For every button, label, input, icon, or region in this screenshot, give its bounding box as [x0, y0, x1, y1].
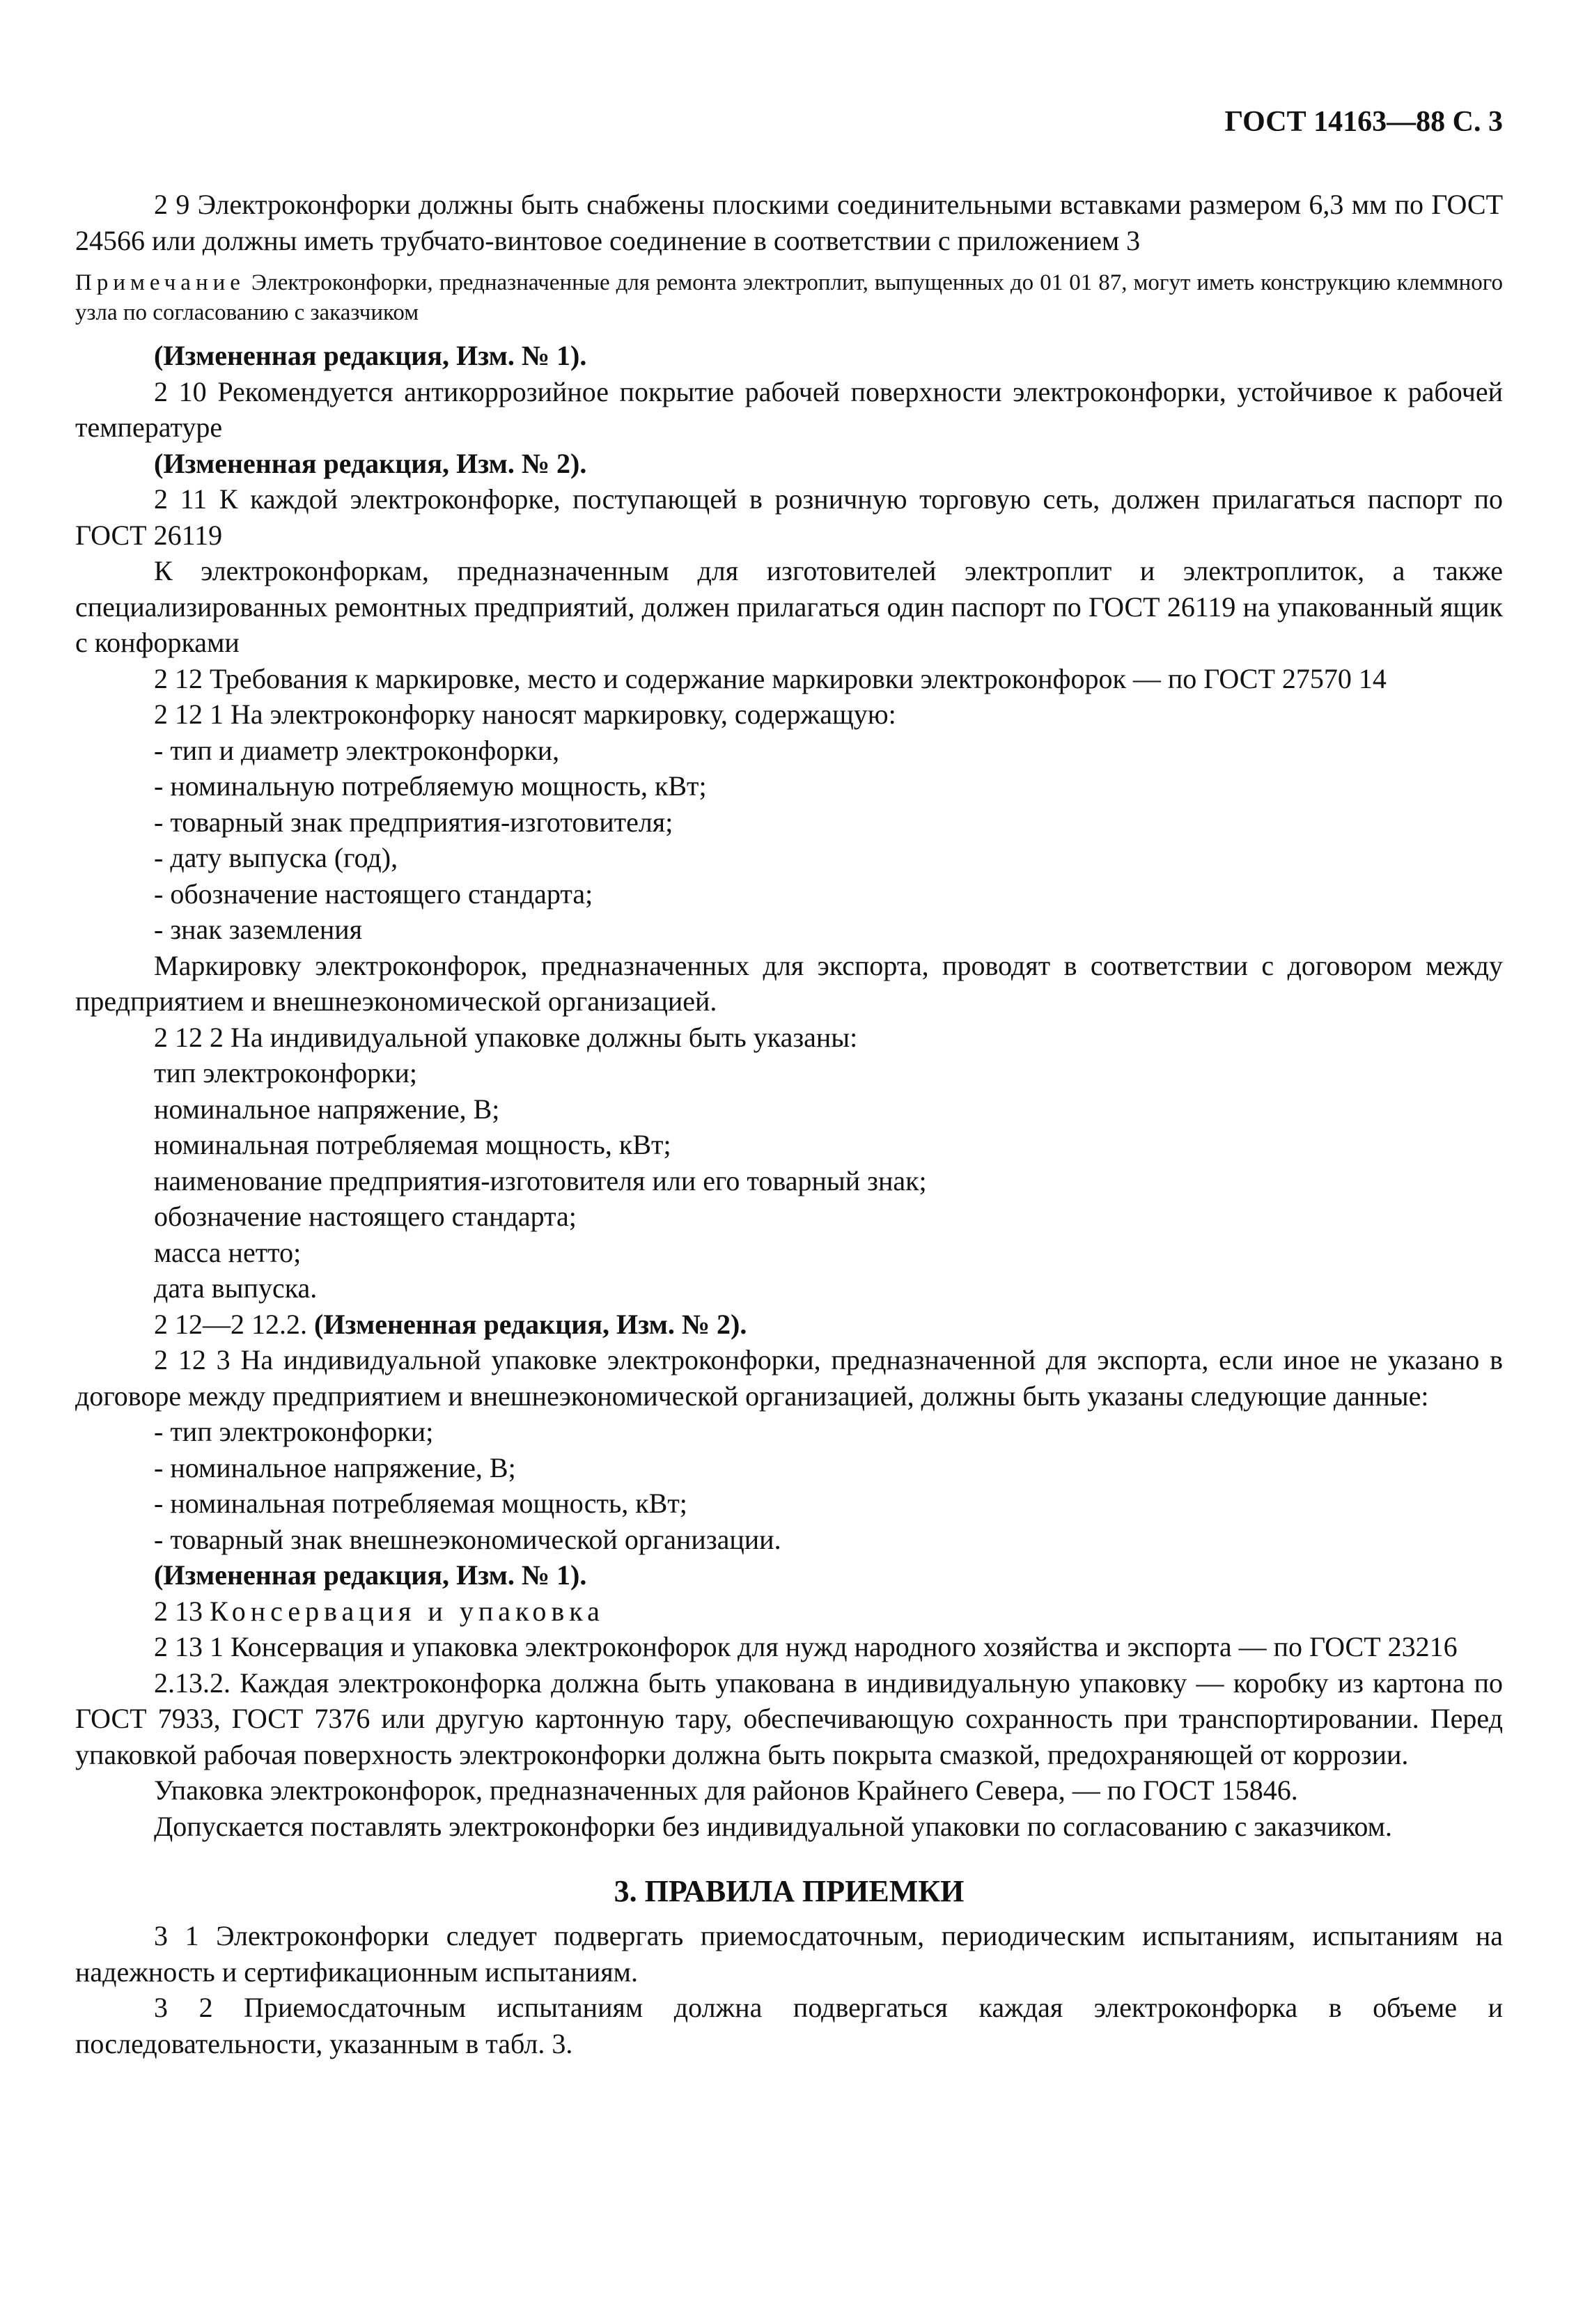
list-item: - дату выпуска (год),: [154, 842, 398, 873]
clause-2-13-title: Консервация и упаковка: [210, 1595, 604, 1627]
export-marking-paragraph: Маркировку электроконфорок, предназначенных для экспорта, проводят в соответствии с договором между предприятием и внешнеэкономической организацией.: [75, 949, 1503, 1017]
list-item: - номинальную потребляемую мощность, кВт;: [154, 770, 707, 802]
clause-2-11: 2 11 К каждой электроконфорке, поступающей в розничную торговую сеть, должен прилагаться паспорт по ГОСТ 26119: [75, 483, 1503, 551]
section-3-title: 3. ПРАВИЛА ПРИЕМКИ: [614, 1874, 965, 1908]
list-item: - знак заземления: [154, 914, 363, 945]
list-item: масса нетто;: [154, 1236, 302, 1268]
clause-2-12-2: 2 12 2 На индивидуальной упаковке должны быть указаны:: [154, 1021, 858, 1053]
clause-2-13-number: 2 13: [154, 1595, 210, 1627]
page-header: ГОСТ 14163—88 С. 3: [1224, 106, 1503, 138]
clause-2-12-3: 2 12 3 На индивидуальной упаковке электроконфорки, предназначенной для экспорта, если иное не указано в договоре между предприятием и внешнеэкономической организацией, должны быть указаны следующие данные:: [75, 1344, 1503, 1412]
amendment-note: (Измененная редакция, Изм. № 2).: [154, 447, 587, 479]
no-packaging-paragraph: Допускается поставлять электроконфорки без индивидуальной упаковки по согласованию с заказчиком.: [154, 1810, 1392, 1842]
clause-2-9: 2 9 Электроконфорки должны быть снабжены плоскими соединительными вставками размером 6,3 мм по ГОСТ 24566 или должны иметь трубчато-винтовое соединение в соответствии с приложением 3: [75, 189, 1503, 256]
list-2-12-3: [75, 1414, 1503, 1557]
clause-2-11-continuation: К электроконфоркам, предназначенным для изготовителей электроплит и электроплиток, а также специализированных ремонтных предприятий, должен прилагаться один паспорт по ГОСТ 26119 на упакованный ящик с конфорками: [75, 555, 1503, 658]
list-item: - номинальная потребляемая мощность, кВт;: [154, 1488, 687, 1519]
list-item: - тип электроконфорки;: [154, 1416, 434, 1447]
clause-2-10: 2 10 Рекомендуется антикоррозийное покрытие рабочей поверхности электроконфорки, устойчивое к рабочей температуре: [75, 375, 1503, 443]
list-item: - товарный знак внешнеэкономической организации.: [154, 1523, 781, 1555]
list-item: - номинальное напряжение, В;: [154, 1451, 516, 1483]
note-label: Примечание: [75, 270, 245, 295]
amendment-range-prefix: 2 12—2 12.2.: [154, 1308, 314, 1340]
list-item: - тип и диаметр электроконфорки,: [154, 734, 560, 766]
amendment-range: [75, 1307, 1503, 1343]
list-item: наименование предприятия-изготовителя или его товарный знак;: [154, 1164, 927, 1196]
amendment-note: (Измененная редакция, Изм. № 1).: [154, 340, 587, 371]
list-item: номинальная потребляемая мощность, кВт;: [154, 1129, 671, 1160]
far-north-packing-paragraph: Упаковка электроконфорок, предназначенных для районов Крайнего Севера, — по ГОСТ 15846.: [154, 1775, 1298, 1806]
list-item: дата выпуска.: [154, 1272, 318, 1304]
note: [75, 268, 1503, 328]
clause-2-12-1: 2 12 1 На электроконфорку наносят маркировку, содержащую:: [154, 699, 896, 730]
list-item: - товарный знак предприятия-изготовителя;: [154, 806, 673, 838]
clause-3-2: 3 2 Приемосдаточным испытаниям должна подвергаться каждая электроконфорка в объеме и последовательности, указанным в табл. 3.: [75, 1992, 1503, 2059]
amendment-range-note: (Измененная редакция, Изм. № 2).: [314, 1308, 747, 1340]
list-2-12-1: [75, 733, 1503, 948]
list-item: тип электроконфорки;: [154, 1057, 418, 1089]
clause-2-13-1: 2 13 1 Консервация и упаковка электроконфорок для нужд народного хозяйства и экспорта — по ГОСТ 23216: [154, 1631, 1458, 1662]
clause-2-13-heading: [75, 1593, 1503, 1630]
list-2-12-2: [75, 1055, 1503, 1307]
note-text: Электроконфорки, предназначенные для ремонта электроплит, выпущенных до 01 01 87, могут иметь конструкцию клеммного узла по согласованию с заказчиком: [75, 270, 1503, 325]
list-item: обозначение настоящего стандарта;: [154, 1201, 577, 1232]
clause-2-13-2: 2.13.2. Каждая электроконфорка должна быть упакована в индивидуальную упаковку — коробку из картона по ГОСТ 7933, ГОСТ 7376 или другую картонную тару, обеспечивающую сохранность при транспортировании. Перед упаковкой рабочая поверхность электроконфорки должна быть покрыта смазкой, предохраняющей от коррозии.: [75, 1667, 1503, 1770]
list-item: номинальное напряжение, В;: [154, 1093, 500, 1125]
document-page: [75, 104, 1503, 2061]
amendment-note: (Измененная редакция, Изм. № 1).: [154, 1559, 587, 1591]
clause-2-12: 2 12 Требования к маркировке, место и содержание маркировки электроконфорок — по ГОСТ 27570 14: [154, 662, 1387, 694]
list-item: - обозначение настоящего стандарта;: [154, 878, 593, 910]
clause-3-1: 3 1 Электроконфорки следует подвергать приемосдаточным, периодическим испытаниям, испытаниям на надежность и сертификационным испытаниям.: [75, 1920, 1503, 1988]
